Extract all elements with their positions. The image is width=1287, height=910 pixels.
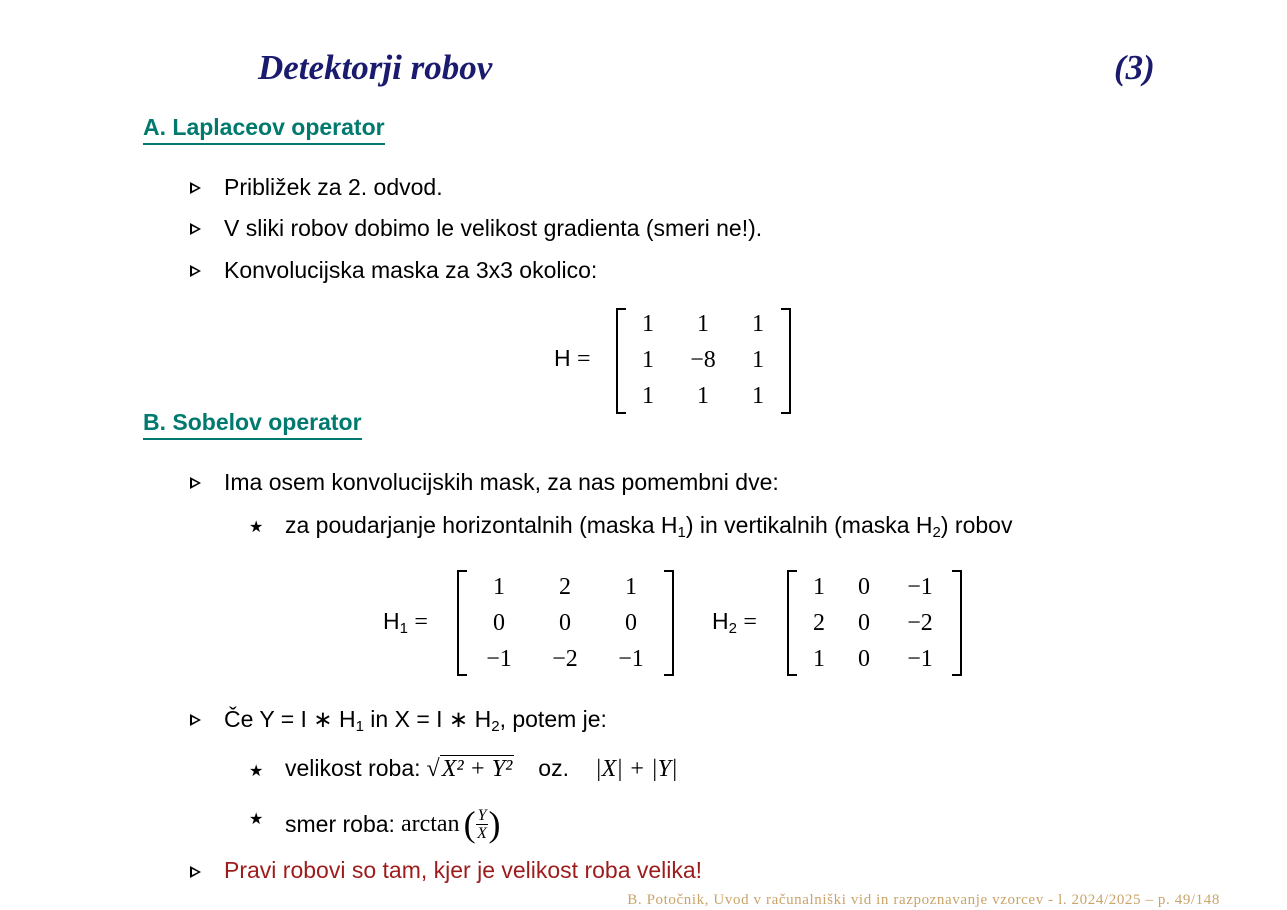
left-bracket [787, 570, 797, 676]
matrix-cell: 1 [642, 383, 654, 409]
bullet-text: Konvolucijska maska za 3x3 okolico: [224, 257, 598, 283]
matrix-cell: 2 [559, 574, 571, 600]
matrix-cell: 1 [813, 646, 825, 672]
laplace-matrix [625, 306, 781, 414]
sobel-h2-matrix [798, 569, 952, 677]
highlight-bullet-text: Pravi robovi so tam, kjer je velikost roba velika! [224, 857, 703, 883]
fraction: Y X [477, 806, 487, 842]
triangle-bullet-icon [190, 223, 201, 235]
matrix-h-label: H = [554, 345, 591, 372]
triangle-bullet-icon [190, 477, 201, 489]
matrix-cell: 1 [697, 383, 709, 409]
star-bullet-icon: ★ [249, 811, 264, 828]
matrix-cell: 0 [625, 610, 637, 636]
triangle-bullet-icon [190, 866, 201, 878]
section-a-heading: A. Laplaceov operator [143, 114, 385, 145]
sub-bullet-text: za poudarjanje horizontalnih (maska $H_1$) in vertikalnih (maska $H_2$) robov [285, 512, 1013, 541]
bullet-text: Če Y = I ∗ $H_1$ in X = I ∗ $H_2$, potem je: [224, 706, 607, 735]
right-bracket [664, 570, 674, 676]
triangle-bullet-icon [190, 714, 201, 726]
matrix-cell: −2 [907, 610, 933, 636]
matrix-cell: 0 [858, 646, 870, 672]
matrix-cell: 1 [625, 574, 637, 600]
matrix-cell: −1 [907, 646, 933, 672]
matrix-cell: 1 [493, 574, 505, 600]
matrix-cell: 1 [642, 347, 654, 373]
footer: B. Potočnik, Uvod v računalniški vid in razpoznavanje vzorcev - l. 2024/2025 – p. 49/148 [627, 892, 1220, 908]
matrix-cell: 1 [697, 311, 709, 337]
matrix-cell: 1 [752, 311, 764, 337]
matrix-cell: 1 [642, 311, 654, 337]
matrix-cell: −1 [907, 574, 933, 600]
matrix-cell: 2 [813, 610, 825, 636]
section-b-heading: B. Sobelov operator [143, 409, 362, 440]
matrix-cell: 1 [813, 574, 825, 600]
matrix-cell: 0 [858, 610, 870, 636]
matrix-cell: 0 [858, 574, 870, 600]
matrix-cell: 1 [752, 383, 764, 409]
matrix-cell: −1 [486, 646, 512, 672]
slide-title: Detektorji robov [258, 48, 493, 87]
sqrt-icon: √ [426, 756, 440, 782]
sub-bullet-text: velikost roba: √ X² + Y² oz. |X| + |Y| [285, 755, 678, 782]
matrix-cell: −1 [618, 646, 644, 672]
h1-label: $H_1$ = [383, 608, 428, 637]
matrix-cell: −8 [690, 347, 716, 373]
triangle-bullet-icon [190, 182, 201, 194]
h2-label: $H_2$ = [712, 608, 757, 637]
right-bracket [952, 570, 962, 676]
right-bracket [781, 308, 791, 414]
matrix-cell: −2 [552, 646, 578, 672]
bullet-text: V sliki robov dobimo le velikost gradienta (smeri ne!). [224, 215, 763, 241]
matrix-cell: 1 [752, 347, 764, 373]
star-bullet-icon: ★ [249, 519, 264, 536]
sub-bullet-text: smer roba: arctan ( Y X ) [285, 804, 501, 844]
matrix-cell: 0 [493, 610, 505, 636]
slide-number: (3) [1114, 48, 1155, 87]
matrix-cell: 0 [559, 610, 571, 636]
star-bullet-icon: ★ [249, 763, 264, 780]
bullet-text: Ima osem konvolucijskih mask, za nas pomembni dve: [224, 469, 779, 495]
sobel-h1-matrix [466, 569, 664, 677]
triangle-bullet-icon [190, 265, 201, 277]
bullet-text: Približek za 2. odvod. [224, 174, 443, 200]
